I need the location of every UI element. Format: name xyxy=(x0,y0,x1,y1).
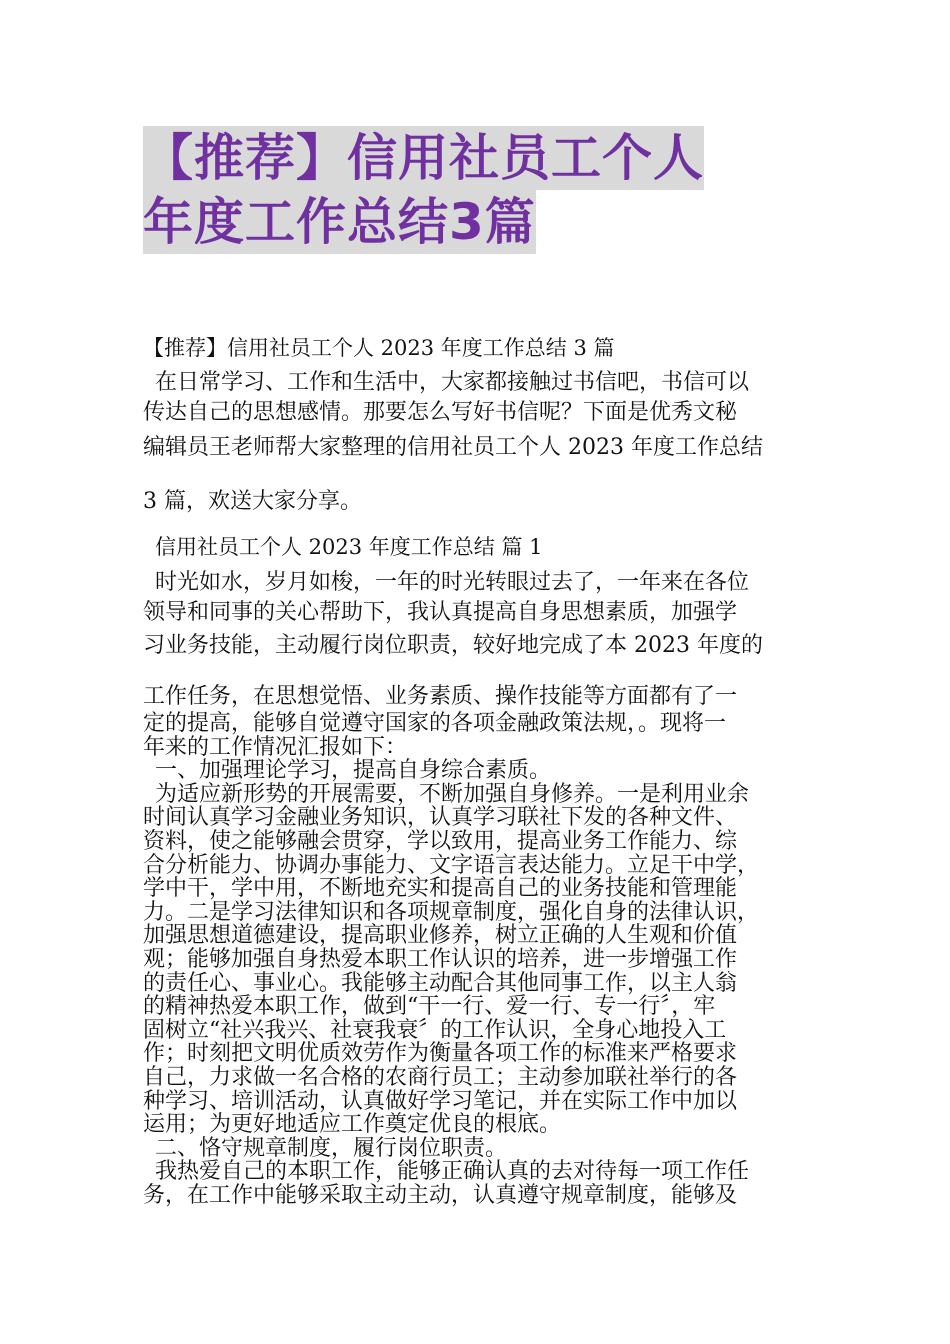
intro-line: 传达自己的思想感情。那要怎么写好书信呢？下面是优秀文秘 xyxy=(143,400,738,425)
body-line: 我热爱自己的本职工作，能够正确认真的去对待每一项工作任 xyxy=(155,1159,750,1185)
body-line: 为适应新形势的开展需要，不断加强自身修养。一是利用业余 xyxy=(155,781,750,807)
body-line: 的精神热爱本职工作，做到“干一行、爱一行、专一行〞，牢 xyxy=(143,994,716,1020)
body-text xyxy=(143,568,823,1207)
title-line-1: 【推荐】信用社员工个人 xyxy=(143,126,704,190)
intro-line: 3 篇，欢送大家分享。 xyxy=(143,489,362,514)
body-line: 合分析能力、协调办事能力、文字语言表达能力。立足干中学， xyxy=(143,852,760,878)
body-line: 加强思想道德建设，提高职业修养，树立正确的人生观和价值 xyxy=(143,923,738,949)
body-line: 定的提高，能够自觉遵守国家的各项金融政策法规，。现将一 xyxy=(143,711,727,736)
body-line: 运用；为更好地适应工作奠定优良的根底。 xyxy=(143,1112,562,1138)
body-line: 学中干，学中用，不断地充实和提高自己的业务技能和管理能 xyxy=(143,876,738,902)
body-line: 自己，力求做一名合格的农商行员工；主动参加联社举行的各 xyxy=(143,1064,738,1090)
body-line: 的责任心、事业心。我能够主动配合其他同事工作，以主人翁 xyxy=(143,970,738,996)
body-line: 资料，使之能够融会贯穿，学以致用，提高业务工作能力、综 xyxy=(143,828,738,854)
body-line: 年来的工作情况汇报如下： xyxy=(143,734,408,760)
intro-line: 编辑员王老师帮大家整理的信用社员工个人 2023 年度工作总结 xyxy=(143,435,763,460)
section-heading: 信用社员工个人 2023 年度工作总结 篇 1 xyxy=(155,535,543,559)
document-title xyxy=(143,126,813,254)
document-subtitle: 【推荐】信用社员工个人 2023 年度工作总结 3 篇 xyxy=(143,336,615,360)
body-line: 一、加强理论学习，提高自身综合素质。 xyxy=(155,758,552,784)
body-line: 工作任务，在思想觉悟、业务素质、操作技能等方面都有了一 xyxy=(143,684,738,709)
body-line: 种学习、培训活动，认真做好学习笔记，并在实际工作中加以 xyxy=(143,1088,738,1114)
body-line: 作；时刻把文明优质效劳作为衡量各项工作的标准来严格要求 xyxy=(143,1041,738,1067)
body-line: 观；能够加强自身热爱本职工作认识的培养，进一步增强工作 xyxy=(143,946,738,972)
body-line: 习业务技能，主动履行岗位职责，较好地完成了本 2023 年度的 xyxy=(143,633,763,658)
body-line: 二、恪守规章制度，履行岗位职责。 xyxy=(155,1135,508,1161)
body-line: 时光如水，岁月如梭，一年的时光转眼过去了，一年来在各位 xyxy=(155,570,750,595)
intro-line: 在日常学习、工作和生活中，大家都接触过书信吧，书信可以 xyxy=(155,370,750,395)
body-line: 务，在工作中能够采取主动主动，认真遵守规章制度，能够及 xyxy=(143,1182,738,1208)
body-line: 领导和同事的关心帮助下，我认真提高自身思想素质，加强学 xyxy=(143,600,738,625)
body-line: 力。二是学习法律知识和各项规章制度，强化自身的法律认识， xyxy=(143,899,760,925)
intro-paragraph xyxy=(143,368,823,518)
title-line-2: 年度工作总结3篇 xyxy=(143,190,536,254)
body-line: 固树立“社兴我兴、社衰我衰〞的工作认识，全身心地投入工 xyxy=(143,1017,727,1043)
body-line: 时间认真学习金融业务知识，认真学习联社下发的各种文件、 xyxy=(143,805,738,831)
